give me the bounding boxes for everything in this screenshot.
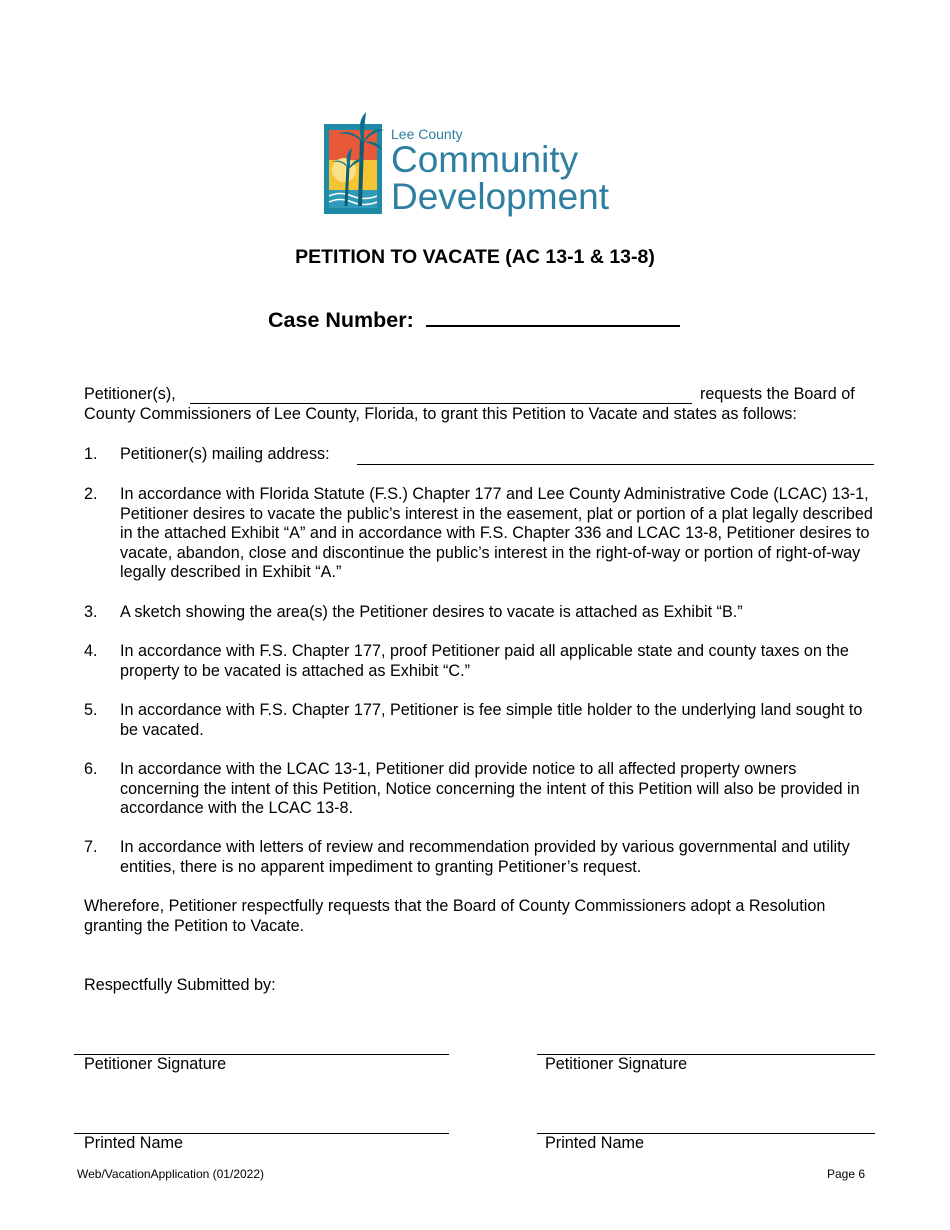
item-text: In accordance with the LCAC 13-1, Petitioner did provide notice to all affected property owners concerning the intent of this Petition, Notice concerning the intent of this Petition will also be provided in accordance with the LCAC 13-8. [120,760,860,818]
list-item [84,485,874,585]
item-number: 6. [84,760,98,778]
item-number: 7. [84,838,98,856]
case-number-label: Case Number: [268,308,414,332]
item-text: Petitioner(s) mailing address: [120,445,330,463]
intro-prefix: Petitioner(s), [84,385,176,403]
right-printed-name-label: Printed Name [545,1134,644,1152]
item-text: In accordance with letters of review and recommendation provided by various governmental and utility entities, there is no apparent impediment to granting Petitioner’s request. [120,838,850,876]
case-number-row [268,307,680,333]
list-item [84,445,874,467]
case-number-field[interactable] [426,307,680,327]
footer-page-number: Page 6 [827,1167,866,1181]
item-text: In accordance with Florida Statute (F.S.) Chapter 177 and Lee County Administrative Code (LCAC) 13-1, Petitioner desires to vacate the public’s interest in the easement, plat or portion of a plat legally described in the attached Exhibit “A” and in accordance with F.S. Chapter 336 and LCAC 13-8, Petitioner desires to vacate, abandon, close and discontinue the public’s interest in the right-of-way or portion of right-of-way legally described in Exhibit “A.” [120,485,873,582]
logo-line2: Development [391,176,610,217]
list-item [84,760,874,820]
list-item [84,603,874,625]
item-number: 1. [84,445,98,463]
intro-suffix: requests the Board of [700,385,855,403]
list-item [84,701,874,741]
lee-county-logo [322,106,642,218]
list-item [84,838,874,878]
submitted-by-label: Respectfully Submitted by: [84,976,276,994]
item-number: 3. [84,603,98,621]
mailing-address-field[interactable] [357,464,874,465]
petitioner-name-field[interactable] [190,403,692,404]
page-title: PETITION TO VACATE (AC 13-1 & 13-8) [295,246,655,268]
palm-tree-sunset-icon [322,106,384,218]
item-number: 2. [84,485,98,503]
right-signature-label: Petitioner Signature [545,1055,688,1073]
item-text: In accordance with F.S. Chapter 177, Petitioner is fee simple title holder to the underlying land sought to be vacated. [120,701,863,739]
list-item [84,642,874,682]
footer-form-id: Web/VacationApplication (01/2022) [77,1167,265,1181]
left-printed-name-label: Printed Name [84,1134,183,1152]
item-text: A sketch showing the area(s) the Petitioner desires to vacate is attached as Exhibit “B.” [120,603,743,621]
intro-line2: County Commissioners of Lee County, Florida, to grant this Petition to Vacate and states as follows: [84,405,797,423]
logo-org-text: Lee County [391,126,463,142]
intro-paragraph [84,385,874,425]
item-number: 5. [84,701,98,719]
item-text: In accordance with F.S. Chapter 177, proof Petitioner paid all applicable state and county taxes on the property to be vacated is attached as Exhibit “C.” [120,642,849,680]
left-signature-label: Petitioner Signature [84,1055,227,1073]
logo-line1: Community [391,139,579,180]
wherefore-paragraph: Wherefore, Petitioner respectfully requests that the Board of County Commissioners adopt a Resolution granting the Petition to Vacate. [84,897,826,935]
item-number: 4. [84,642,98,660]
